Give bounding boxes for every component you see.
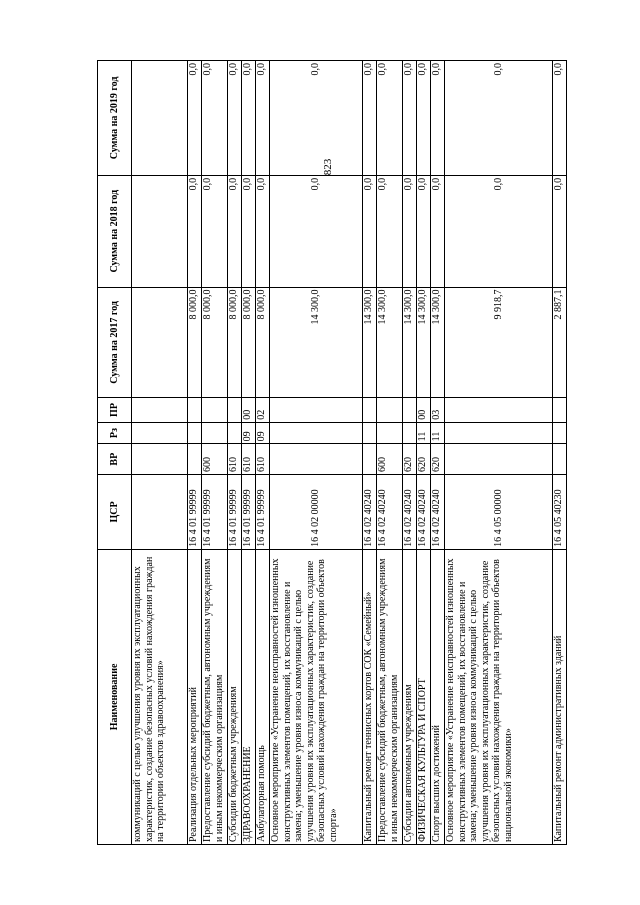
cell-pr <box>202 398 228 423</box>
cell-name: Предоставление субсидий бюджетным, автономным учреждениям и иным некоммерческим организациям <box>202 549 228 844</box>
cell-sum-2018: 0,0 <box>417 175 431 287</box>
cell-rz <box>202 422 228 444</box>
cell-csr: 16 4 05 40230 <box>553 475 567 550</box>
cell-sum-2018: 0,0 <box>188 175 202 287</box>
cell-sum-2018: 0,0 <box>228 175 242 287</box>
table-row <box>363 61 377 845</box>
cell-sum-2017: 8 000,0 <box>242 287 256 398</box>
table-row <box>270 61 363 845</box>
cell-csr: 16 4 02 40240 <box>417 475 431 550</box>
cell-pr <box>403 398 417 423</box>
cell-vr: 620 <box>403 444 417 475</box>
table-row <box>242 61 256 845</box>
cell-sum-2019: 0,0 <box>228 61 242 176</box>
cell-rz <box>377 422 403 444</box>
cell-sum-2019: 0,0 <box>403 61 417 176</box>
cell-rz <box>445 422 553 444</box>
header-sum-2018: Сумма на 2018 год <box>98 175 132 287</box>
cell-pr <box>553 398 567 423</box>
cell-name: Основное мероприятие «Устранение неисправностей изношенных конструктивных элементов помещений, их восстановление и замена; уменьшение уровня износа коммуникаций с целью улучшения уровня их эксплуатационных характеристик, создание безопасных условий нахождения граждан на территории объектов национальной экономики» <box>445 549 553 844</box>
table-row <box>377 61 403 845</box>
cell-sum-2019: 0,0 <box>377 61 403 176</box>
header-vr: ВР <box>98 444 132 475</box>
cell-name: Капитальный ремонт административных зданий <box>553 549 567 844</box>
table-row <box>132 61 188 845</box>
cell-sum-2018: 0,0 <box>202 175 228 287</box>
budget-table <box>97 60 567 845</box>
cell-csr: 16 4 02 40240 <box>431 475 445 550</box>
cell-pr <box>363 398 377 423</box>
cell-rz <box>270 422 363 444</box>
table-row <box>202 61 228 845</box>
cell-csr: 16 4 02 40240 <box>363 475 377 550</box>
cell-vr: 610 <box>256 444 270 475</box>
cell-pr: 00 <box>417 398 431 423</box>
table-row <box>403 61 417 845</box>
cell-rz <box>403 422 417 444</box>
cell-name: коммуникаций с целью улучшения уровня их эксплуатационных характеристик, создание безопасных условий нахождения граждан на территории объектов здравоохранения» <box>132 549 188 844</box>
cell-csr: 16 4 02 40240 <box>377 475 403 550</box>
cell-sum-2018: 0,0 <box>445 175 553 287</box>
cell-pr <box>445 398 553 423</box>
cell-sum-2018: 0,0 <box>403 175 417 287</box>
cell-sum-2017: 14 300,0 <box>431 287 445 398</box>
cell-sum-2019: 0,0 <box>431 61 445 176</box>
cell-sum-2018: 0,0 <box>270 175 363 287</box>
cell-sum-2017: 9 918,7 <box>445 287 553 398</box>
cell-pr <box>188 398 202 423</box>
cell-sum-2018: 0,0 <box>553 175 567 287</box>
cell-csr: 16 4 01 99999 <box>256 475 270 550</box>
cell-pr <box>132 398 188 423</box>
cell-sum-2017 <box>132 287 188 398</box>
cell-sum-2017: 14 300,0 <box>363 287 377 398</box>
cell-csr: 16 4 01 99999 <box>202 475 228 550</box>
cell-sum-2019: 0,0 <box>202 61 228 176</box>
cell-vr: 620 <box>431 444 445 475</box>
cell-sum-2019: 0,0 <box>445 61 553 176</box>
cell-pr <box>377 398 403 423</box>
cell-sum-2018: 0,0 <box>363 175 377 287</box>
cell-pr <box>270 398 363 423</box>
cell-sum-2019: 0,0 <box>270 61 363 176</box>
cell-sum-2017: 8 000,0 <box>188 287 202 398</box>
rotated-table-wrapper <box>97 60 567 845</box>
cell-sum-2017: 8 000,0 <box>228 287 242 398</box>
header-name: Наименование <box>98 549 132 844</box>
cell-rz <box>132 422 188 444</box>
cell-vr: 610 <box>242 444 256 475</box>
cell-name: ЗДРАВООХРАНЕНИЕ <box>242 549 256 844</box>
cell-name: Субсидии бюджетным учреждениям <box>228 549 242 844</box>
cell-name: Капитальный ремонт теннисных кортов СОК «Семейный» <box>363 549 377 844</box>
cell-name: Субсидии автономным учреждениям <box>403 549 417 844</box>
cell-csr: 16 4 01 99999 <box>228 475 242 550</box>
cell-csr: 16 4 02 00000 <box>270 475 363 550</box>
cell-rz <box>553 422 567 444</box>
cell-csr: 16 4 01 99999 <box>242 475 256 550</box>
header-csr: ЦСР <box>98 475 132 550</box>
table-row <box>417 61 431 845</box>
cell-vr <box>553 444 567 475</box>
table-row <box>445 61 553 845</box>
header-pr: ПР <box>98 398 132 423</box>
cell-rz: 11 <box>417 422 431 444</box>
cell-vr <box>132 444 188 475</box>
cell-vr <box>445 444 553 475</box>
cell-rz: 09 <box>256 422 270 444</box>
cell-rz <box>363 422 377 444</box>
cell-pr: 00 <box>242 398 256 423</box>
cell-sum-2017: 14 300,0 <box>377 287 403 398</box>
cell-pr: 02 <box>256 398 270 423</box>
cell-sum-2018: 0,0 <box>242 175 256 287</box>
page-number: 823 <box>322 158 334 176</box>
cell-sum-2017: 14 300,0 <box>270 287 363 398</box>
cell-sum-2019: 0,0 <box>256 61 270 176</box>
cell-name: Реализация отдельных мероприятий <box>188 549 202 844</box>
cell-vr: 600 <box>202 444 228 475</box>
cell-pr: 03 <box>431 398 445 423</box>
cell-sum-2019: 0,0 <box>417 61 431 176</box>
cell-sum-2018: 0,0 <box>256 175 270 287</box>
cell-sum-2017: 8 000,0 <box>256 287 270 398</box>
table-row <box>553 61 567 845</box>
cell-sum-2019: 0,0 <box>553 61 567 176</box>
table-header-row <box>98 61 132 845</box>
cell-rz: 09 <box>242 422 256 444</box>
cell-name: ФИЗИЧЕСКАЯ КУЛЬТУРА И СПОРТ <box>417 549 431 844</box>
cell-name: Амбулаторная помощь <box>256 549 270 844</box>
cell-vr: 610 <box>228 444 242 475</box>
cell-vr: 620 <box>417 444 431 475</box>
cell-sum-2017: 14 300,0 <box>403 287 417 398</box>
cell-sum-2019 <box>132 61 188 176</box>
cell-vr <box>363 444 377 475</box>
cell-csr: 16 4 05 00000 <box>445 475 553 550</box>
cell-rz <box>188 422 202 444</box>
table-row <box>431 61 445 845</box>
cell-sum-2019: 0,0 <box>363 61 377 176</box>
header-sum-2017: Сумма на 2017 год <box>98 287 132 398</box>
cell-sum-2017: 2 887,1 <box>553 287 567 398</box>
table-body <box>132 61 567 845</box>
cell-name: Спорт высших достижений <box>431 549 445 844</box>
cell-vr <box>188 444 202 475</box>
cell-name: Предоставление субсидий бюджетным, автономным учреждениям и иным некоммерческим организациям <box>377 549 403 844</box>
header-sum-2019: Сумма на 2019 год <box>98 61 132 176</box>
cell-name: Основное мероприятие «Устранение неисправностей изношенных конструктивных элементов помещений, их восстановление и замена; уменьшение уровня износа коммуникаций с целью улучшения уровня их эксплуатационных характеристик, создание безопасных условий нахождения граждан на территории объектов спорта» <box>270 549 363 844</box>
cell-sum-2018 <box>132 175 188 287</box>
cell-sum-2018: 0,0 <box>377 175 403 287</box>
cell-rz: 11 <box>431 422 445 444</box>
cell-vr: 600 <box>377 444 403 475</box>
cell-sum-2019: 0,0 <box>242 61 256 176</box>
cell-csr: 16 4 01 99999 <box>188 475 202 550</box>
cell-csr <box>132 475 188 550</box>
table-row <box>228 61 242 845</box>
cell-sum-2018: 0,0 <box>431 175 445 287</box>
table-row <box>188 61 202 845</box>
cell-vr <box>270 444 363 475</box>
cell-rz <box>228 422 242 444</box>
cell-sum-2017: 8 000,0 <box>202 287 228 398</box>
table-row <box>256 61 270 845</box>
header-rz: Рз <box>98 422 132 444</box>
cell-pr <box>228 398 242 423</box>
cell-csr: 16 4 02 40240 <box>403 475 417 550</box>
cell-sum-2017: 14 300,0 <box>417 287 431 398</box>
cell-sum-2019: 0,0 <box>188 61 202 176</box>
